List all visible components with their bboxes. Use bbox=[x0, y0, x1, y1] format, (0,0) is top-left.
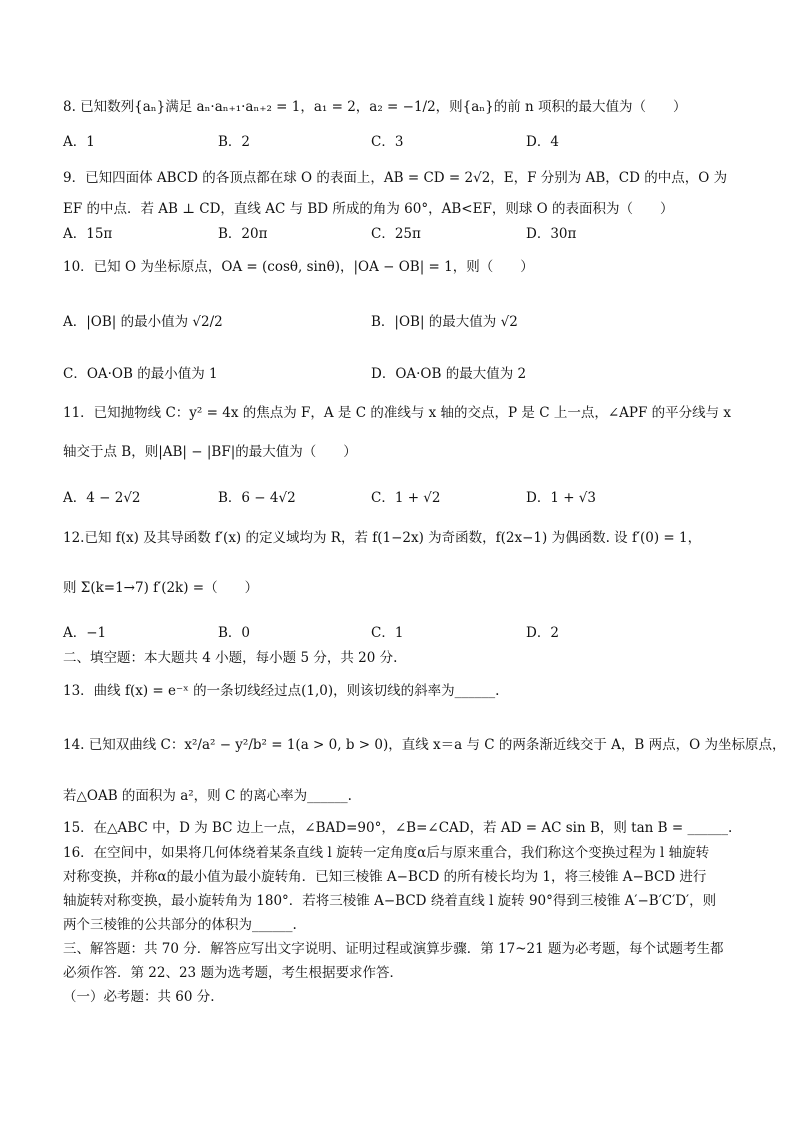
q12-option-d: D．2 bbox=[526, 625, 559, 641]
q13: 13．曲线 f(x) = e⁻ˣ 的一条切线经过点(1,0)，则该切线的斜率为______. bbox=[63, 683, 500, 699]
q8-option-a: A．1 bbox=[63, 134, 95, 150]
q14-line2: 若△OAB 的面积为 a²，则 C 的离心率为______. bbox=[63, 788, 352, 804]
q9-option-a: A．15π bbox=[63, 226, 113, 242]
section-2-heading: 二、填空题：本大题共 4 小题，每小题 5 分，共 20 分. bbox=[63, 650, 398, 666]
q10-option-b: B．|OB| 的最大值为 √2 bbox=[371, 314, 518, 330]
q8-option-b: B．2 bbox=[218, 134, 251, 150]
q10-option-d: D．OA·OB 的最大值为 2 bbox=[371, 366, 527, 382]
q11-option-d: D．1 + √3 bbox=[526, 490, 596, 506]
q12-option-b: B．0 bbox=[218, 625, 251, 641]
q11-line2: 轴交于点 B，则|AB| − |BF|的最大值为（ ） bbox=[63, 444, 357, 460]
q12-line2: 则 Σ(k=1→7) f′(2k) =（ ） bbox=[63, 580, 259, 596]
q9-line1: 9．已知四面体 ABCD 的各顶点都在球 O 的表面上，AB = CD = 2√2，E，F 分别为 AB，CD 的中点，O 为 bbox=[63, 170, 728, 186]
section-3-heading-line1: 三、解答题：共 70 分．解答应写出文字说明、证明过程或演算步骤．第 17~21 题为必考题，每个试题考生都 bbox=[63, 941, 724, 957]
q16-line3: 轴旋转对称变换，最小旋转角为 180°．若将三棱锥 A−BCD 绕着直线 l 旋转 90°得到三棱锥 A′−B′C′D′，则 bbox=[63, 893, 717, 909]
q10-stem: 10．已知 O 为坐标原点，OA = (cosθ, sinθ)，|OA − OB| = 1，则（ ） bbox=[63, 259, 534, 275]
q15: 15．在△ABC 中，D 为 BC 边上一点，∠BAD=90°，∠B=∠CAD，若 AD = AC sin B，则 tan B = ______. bbox=[63, 820, 733, 836]
q11-option-c: C．1 + √2 bbox=[371, 490, 441, 506]
q14-line1: 14. 已知双曲线 C：x²/a² − y²/b² = 1(a > 0, b > 0)，直线 x＝a 与 C 的两条渐近线交于 A，B 两点，O 为坐标原点， bbox=[63, 737, 786, 753]
q11-option-a: A．4 − 2√2 bbox=[63, 490, 141, 506]
q16-line2: 对称变换，并称α的最小值为最小旋转角．已知三棱锥 A−BCD 的所有棱长均为 1，将三棱锥 A−BCD 进行 bbox=[63, 869, 707, 885]
q10-option-c: C．OA·OB 的最小值为 1 bbox=[63, 366, 218, 382]
q9-option-c: C．25π bbox=[371, 226, 421, 242]
q9-option-d: D．30π bbox=[526, 226, 577, 242]
q11-line1: 11．已知抛物线 C：y² = 4x 的焦点为 F，A 是 C 的准线与 x 轴的交点，P 是 C 上一点，∠APF 的平分线与 x bbox=[63, 405, 732, 421]
section-3-heading-line2: 必须作答．第 22、23 题为选考题，考生根据要求作答． bbox=[63, 965, 403, 981]
q12-option-c: C．1 bbox=[371, 625, 404, 641]
q8-stem: 8. 已知数列{aₙ}满足 aₙ·aₙ₊₁·aₙ₊₂ = 1，a₁ = 2，a₂ = −1/2，则{aₙ}的前 n 项积的最大值为（ ） bbox=[63, 99, 687, 115]
q9-line2: EF 的中点．若 AB ⊥ CD，直线 AC 与 BD 所成的角为 60°，AB<EF，则球 O 的表面积为（ ） bbox=[63, 201, 674, 217]
q12-line1: 12.已知 f(x) 及其导函数 f′(x) 的定义域均为 R，若 f(1−2x) 为奇函数，f(2x−1) 为偶函数. 设 f′(0) = 1， bbox=[63, 530, 702, 546]
section-3-subheading: （一）必考题：共 60 分. bbox=[63, 989, 215, 1005]
q8-option-d: D．4 bbox=[526, 134, 559, 150]
q9-option-b: B．20π bbox=[218, 226, 268, 242]
q10-option-a: A．|OB| 的最小值为 √2/2 bbox=[63, 314, 223, 330]
q11-option-b: B．6 − 4√2 bbox=[218, 490, 296, 506]
q8-option-c: C．3 bbox=[371, 134, 404, 150]
q16-line4: 两个三棱锥的公共部分的体积为______. bbox=[63, 917, 297, 933]
q16-line1: 16．在空间中，如果将几何体绕着某条直线 l 旋转一定角度α后与原来重合，我们称这个变换过程为 l 轴旋转 bbox=[63, 845, 710, 861]
q12-option-a: A．−1 bbox=[63, 625, 107, 641]
